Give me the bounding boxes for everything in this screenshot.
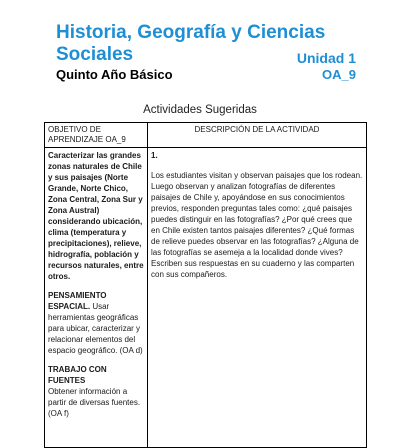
table-row	[45, 148, 367, 448]
description-column-header: DESCRIPCIÓN DE LA ACTIVIDAD	[148, 123, 367, 148]
unit-label: Unidad 1	[296, 50, 356, 66]
description-cell	[148, 148, 367, 448]
skill-spatial-text: Usar herramientas geográficas para ubicar, caracterizar y relacionar elementos del espacio geográfico. (OA d)	[48, 302, 143, 355]
section-title: Actividades Sugeridas	[143, 104, 257, 116]
skill-sources-text: Obtener información a partir de diversas fuentes. (OA f)	[48, 387, 141, 418]
objective-cell	[45, 148, 148, 448]
activity-description: Los estudiantes visitan y observan paisajes que los rodean. Luego observan y analizan fotografías de diferentes paisajes de Chile y, apoyándose en sus conocimientos previos, responden preguntas tales como: ¿qué paisajes puedes distinguir en las fotografías? ¿Por qué crees que en Chile existen tantos paisajes diferentes? ¿Qué formas de relieve puedes observar en las fotografías? ¿Alguna de las fotografías se asemeja a la localidad donde vives? Escriben sus respuestas en su cuaderno y las comparten con sus compañeros.	[151, 171, 363, 279]
table-header-row	[45, 123, 367, 148]
objective-text: Caracterizar las grandes zonas naturales de Chile y sus paisajes (Norte Grande, Norte Chico, Zona Central, Zona Sur y Zona Austral) considerando ubicación, clima (temperatura y precipitaciones), relieve, hidrografía, población y recursos naturales, entre otros.	[48, 151, 144, 281]
activity-number: 1.	[151, 151, 158, 160]
document-title: Historia, Geografía y Ciencias Sociales	[56, 22, 326, 65]
skill-spatial-title: PENSAMIENTO ESPACIAL.	[48, 291, 107, 311]
skill-sources-title: TRABAJO CON FUENTES	[48, 365, 107, 385]
activities-table	[44, 122, 367, 448]
skill-sources	[48, 364, 144, 419]
grade-label: Quinto Año Básico	[56, 67, 173, 82]
objective-column-header: OBJETIVO DE APRENDIZAJE OA_9	[45, 123, 148, 148]
oa-code-label: OA_9	[322, 67, 356, 82]
skill-spatial	[48, 290, 144, 356]
